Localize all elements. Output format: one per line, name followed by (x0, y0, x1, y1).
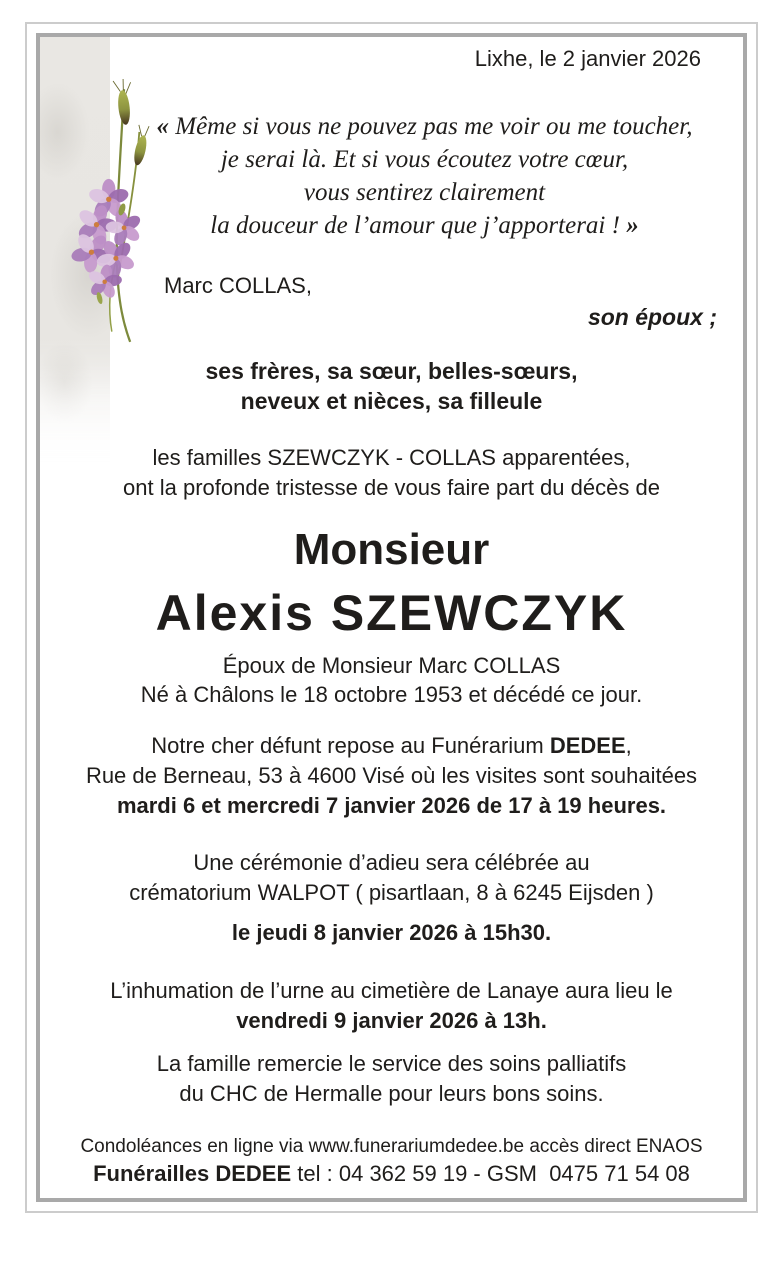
deceased-title: Monsieur (293, 525, 490, 574)
families-line-1: les familles SZEWCZYK - COLLAS apparentées, (152, 445, 631, 470)
wake-text: , (625, 733, 632, 758)
online-condolences-line: Condoléances en ligne via www.funerariumdedee.be accès direct ENAOS (80, 1136, 703, 1157)
close-guillemet: » (619, 212, 639, 239)
families-line-2: ont la profonde tristesse de vous faire part du décès de (123, 475, 660, 500)
dateline: Lixhe, le 2 janvier 2026 (474, 46, 701, 71)
wake-dates: mardi 6 et mercredi 7 janvier 2026 de 17 à 19 heures. (116, 793, 667, 818)
quote-line-1 (106, 110, 743, 143)
memorial-quote (40, 110, 743, 242)
thanks-line-1: La famille remercie le service des soins palliatifs (156, 1051, 627, 1076)
quote-line-2: je serai là. Et si vous écoutez votre cœur, (220, 146, 629, 173)
funeral-home-label: Funérailles DEDEE (93, 1161, 292, 1186)
quote-text: Même si vous ne pouvez pas me voir ou me toucher, (175, 113, 693, 140)
open-guillemet: « (156, 113, 176, 140)
ceremony-line-2: crématorium WALPOT ( pisartlaan, 8 à 6245 Eijsden ) (129, 880, 654, 905)
ceremony-line-1: Une cérémonie d’adieu sera célébrée au (193, 850, 590, 875)
deceased-birth-line: Né à Châlons le 18 octobre 1953 et décédé ce jour. (140, 682, 643, 707)
ceremony-date: le jeudi 8 janvier 2026 à 15h30. (231, 920, 552, 945)
burial-date: vendredi 9 janvier 2026 à 13h. (236, 1008, 547, 1033)
quote-text: la douceur de l’amour que j’apporterai ! (210, 212, 620, 239)
deceased-spouse-line: Époux de Monsieur Marc COLLAS (222, 653, 561, 678)
thanks-line-2: du CHC de Hermalle pour leurs bons soins. (179, 1081, 604, 1106)
wake-text: Notre cher défunt repose au Funérarium (151, 733, 550, 758)
funeral-home-phones: tel : 04 362 59 19 - GSM 0475 71 54 08 (291, 1161, 690, 1186)
family-line-2: neveux et nièces, sa filleule (240, 388, 543, 414)
quote-line-4 (106, 209, 743, 242)
funeral-home-name: DEDEE (549, 733, 626, 758)
deceased-name: Alexis SZEWCZYK (155, 585, 628, 641)
husband-relation: son époux ; (587, 304, 717, 330)
family-line-1: ses frères, sa sœur, belles-sœurs, (205, 358, 578, 384)
funeral-home-contact-line (40, 1160, 743, 1188)
memorial-card-inner (36, 33, 747, 1202)
husband-name: Marc COLLAS, (164, 273, 312, 298)
wake-line-1 (40, 731, 743, 761)
memorial-card (25, 22, 758, 1213)
quote-line-3: vous sentirez clairement (303, 179, 546, 206)
burial-line-1: L’inhumation de l’urne au cimetière de Lanaye aura lieu le (110, 978, 673, 1003)
announcement-content (40, 37, 743, 1188)
wake-line-2: Rue de Berneau, 53 à 4600 Visé où les visites sont souhaitées (85, 763, 698, 788)
